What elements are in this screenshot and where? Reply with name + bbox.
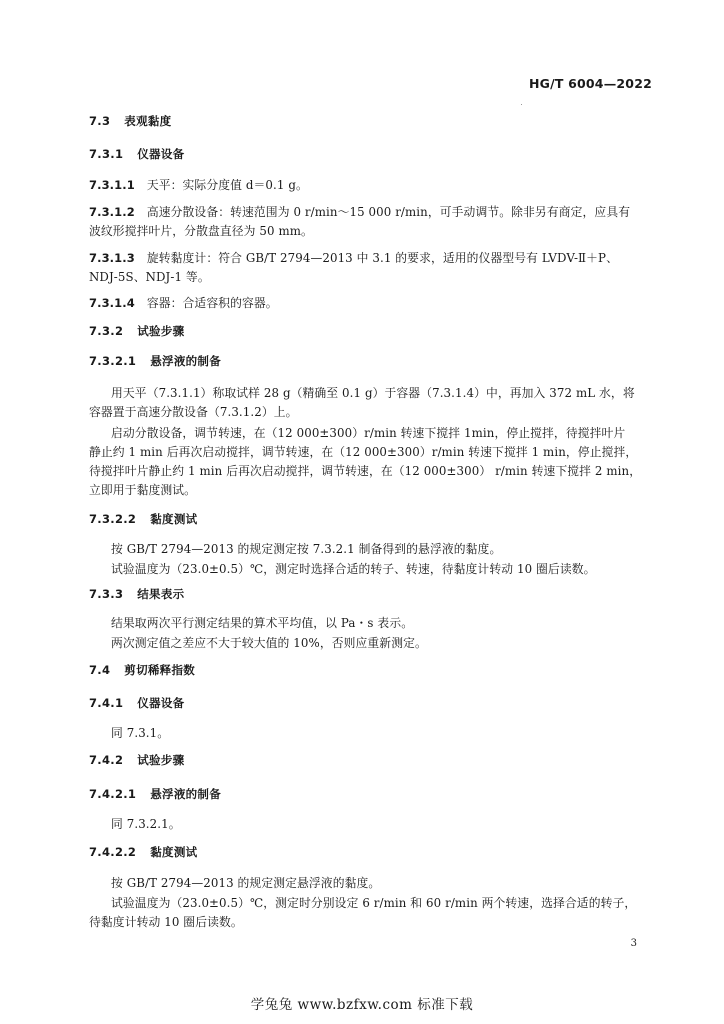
paragraph-line: 立即用于黏度测试。 <box>89 483 197 497</box>
clause-7-3-1-1 <box>89 176 308 193</box>
heading-number: 7.3.1 <box>89 147 124 161</box>
clause-7-3-1-4 <box>89 294 278 311</box>
footer-watermark: 学兔兔 www.bzfxw.com 标准下载 <box>250 997 474 1013</box>
heading-title: 仪器设备 <box>137 147 185 161</box>
heading-7-3-2 <box>89 323 184 339</box>
clause-text-line: 高速分散设备：转速范围为 0 r/min～15 000 r/min，可手动调节。除非另有商定，应具有 <box>146 205 631 219</box>
clause-number: 7.3.1.1 <box>89 178 135 192</box>
heading-number: 7.3.2.2 <box>89 512 137 526</box>
clause-text: 天平：实际分度值 d＝0.1 g。 <box>146 178 308 192</box>
heading-title: 结果表示 <box>137 587 185 601</box>
heading-number: 7.3.2 <box>89 324 124 338</box>
heading-number: 7.4 <box>89 663 111 677</box>
scan-dot <box>521 104 522 105</box>
heading-7-3-2-1 <box>89 353 221 369</box>
heading-number: 7.4.2 <box>89 753 124 767</box>
paragraph-line: 启动分散设备，调节转速，在（12 000±300）r/min 转速下搅拌 1min，停止搅拌，待搅拌叶片 <box>111 426 626 440</box>
heading-title: 剪切稀释指数 <box>124 663 196 677</box>
heading-7-3-3 <box>89 586 184 602</box>
paragraph-line: 同 7.3.2.1。 <box>111 817 181 831</box>
heading-title: 黏度测试 <box>150 845 198 859</box>
heading-title: 仪器设备 <box>137 696 185 710</box>
clause-7-3-1-3 <box>89 249 618 266</box>
heading-title: 悬浮液的制备 <box>150 354 222 368</box>
clause-7-3-1-3-line2: NDJ-5S、NDJ-1 等。 <box>89 270 210 284</box>
paragraph-line: 容器置于高速分散设备（7.3.1.2）上。 <box>89 405 298 419</box>
heading-7-4-2 <box>89 752 184 768</box>
paragraph-line: 按 GB/T 2794—2013 的规定测定悬浮液的黏度。 <box>111 876 381 890</box>
paragraph-line: 用天平（7.3.1.1）称取试样 28 g（精确至 0.1 g）于容器（7.3.1.4）中，再加入 372 mL 水，将 <box>111 386 635 400</box>
heading-number: 7.4.1 <box>89 696 124 710</box>
heading-number: 7.3.2.1 <box>89 354 137 368</box>
heading-7-3 <box>89 113 171 129</box>
heading-7-4-2-1 <box>89 786 221 802</box>
clause-number: 7.3.1.3 <box>89 251 135 265</box>
paragraph-line: 试验温度为（23.0±0.5）℃，测定时分别设定 6 r/min 和 60 r/min 两个转速，选择合适的转子， <box>111 896 637 910</box>
standard-id-header: HG/T 6004—2022 <box>528 76 652 91</box>
paragraph-line: 两次测定值之差应不大于较大值的 10%，否则应重新测定。 <box>111 636 427 650</box>
heading-number: 7.3.3 <box>89 587 124 601</box>
clause-number: 7.3.1.4 <box>89 296 135 310</box>
page-number: 3 <box>630 938 637 949</box>
clause-7-3-1-2 <box>89 203 630 220</box>
heading-number: 7.4.2.2 <box>89 845 137 859</box>
heading-7-3-2-2 <box>89 511 197 527</box>
paragraph-line: 同 7.3.1。 <box>111 726 170 740</box>
heading-title: 表观黏度 <box>124 114 172 128</box>
clause-7-3-1-2-line2: 波纹形搅拌叶片，分散盘直径为 50 mm。 <box>89 224 313 238</box>
heading-7-4 <box>89 662 195 678</box>
heading-number: 7.4.2.1 <box>89 787 137 801</box>
paragraph-line: 试验温度为（23.0±0.5）℃，测定时选择合适的转子、转速，待黏度计转动 10 圈后读数。 <box>111 562 596 576</box>
paragraph-line: 按 GB/T 2794—2013 的规定测定按 7.3.2.1 制备得到的悬浮液的黏度。 <box>111 542 502 556</box>
paragraph-line: 结果取两次平行测定结果的算术平均值，以 Pa・s 表示。 <box>111 616 414 630</box>
heading-title: 悬浮液的制备 <box>150 787 222 801</box>
heading-number: 7.3 <box>89 114 111 128</box>
heading-7-3-1 <box>89 146 184 162</box>
heading-title: 黏度测试 <box>150 512 198 526</box>
heading-title: 试验步骤 <box>137 324 185 338</box>
paragraph-line: 静止约 1 min 后再次启动搅拌，调节转速，在（12 000±300）r/min 转速下搅拌 1 min，停止搅拌， <box>89 445 638 459</box>
heading-7-4-2-2 <box>89 844 197 860</box>
heading-7-4-1 <box>89 695 184 711</box>
paragraph-line: 待黏度计转动 10 圈后读数。 <box>89 915 243 929</box>
clause-text-line: 旋转黏度计：符合 GB/T 2794—2013 中 3.1 的要求，适用的仪器型号有 LVDV-Ⅱ＋P、 <box>146 251 618 265</box>
clause-number: 7.3.1.2 <box>89 205 135 219</box>
clause-text: 容器：合适容积的容器。 <box>146 296 278 310</box>
heading-title: 试验步骤 <box>137 753 185 767</box>
paragraph-line: 待搅拌叶片静止约 1 min 后再次启动搅拌，调节转速，在（12 000±300） r/min 转速下搅拌 2 min， <box>89 464 642 478</box>
